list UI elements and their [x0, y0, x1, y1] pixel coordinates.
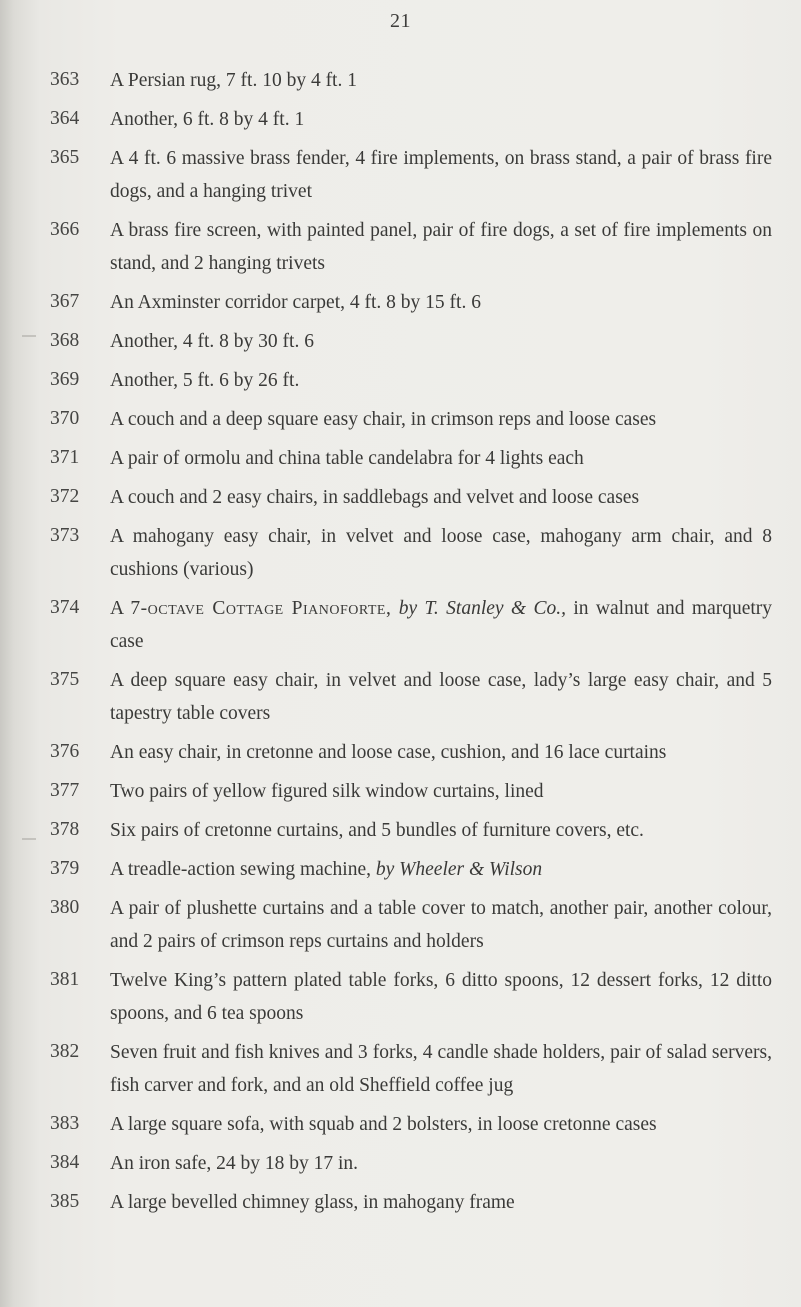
lot-description-italic: by Wheeler & Wilson [375, 859, 543, 880]
lot-number: 364 [50, 108, 80, 129]
lot-number: 372 [50, 486, 80, 507]
lot-description-text: A couch and a deep square easy chair, in crimson reps and loose cases [110, 409, 657, 430]
lot-description-text: A mahogany easy chair, in velvet and loose case, mahogany arm chair, and 8 cushions (various) [110, 526, 772, 580]
lot-number: 374 [50, 597, 80, 618]
lot-entry [50, 364, 780, 397]
lot-number: 368 [50, 330, 80, 351]
lot-entry [50, 892, 780, 958]
page-edge-mark [22, 335, 36, 337]
lot-description-text: A large bevelled chimney glass, in mahogany frame [110, 1192, 515, 1213]
lot-description [110, 664, 780, 730]
lot-number: 378 [50, 819, 80, 840]
lot-entry [50, 592, 780, 658]
page-number: 21 [390, 10, 411, 32]
lot-entry [50, 814, 780, 847]
lot-description-text: An easy chair, in cretonne and loose case, cushion, and 16 lace curtains [110, 742, 667, 763]
lot-description-text: A brass fire screen, with painted panel, pair of fire dogs, a set of fire implements on stand, and 2 hanging trivets [110, 220, 772, 274]
lot-description [110, 142, 780, 208]
lot-description-text: Twelve King’s pattern plated table forks, 6 ditto spoons, 12 dessert forks, 12 ditto spoons, and 6 tea spoons [110, 970, 772, 1024]
lot-description [110, 892, 780, 958]
lot-entry [50, 403, 780, 436]
lot-entry [50, 964, 780, 1030]
lot-number: 365 [50, 147, 80, 168]
lot-description [110, 964, 780, 1030]
lot-description-text: in walnut and marquetry case [110, 598, 773, 652]
lot-description [110, 481, 780, 514]
lot-description [110, 736, 780, 769]
lot-number: 385 [50, 1191, 80, 1212]
lot-description-italic: by [398, 598, 418, 619]
lot-number: 370 [50, 408, 80, 429]
lot-description [110, 1186, 780, 1219]
lot-description [110, 325, 780, 358]
page-edge-mark [22, 838, 36, 840]
lot-entry [50, 520, 780, 586]
lot-description-text: A pair of plushette curtains and a table cover to match, another pair, another colour, and 2 pairs of crimson reps curtains and holders [110, 898, 772, 952]
lot-entry [50, 214, 780, 280]
lot-description-text: A Persian rug, 7 ft. 10 by 4 ft. 1 [110, 70, 357, 91]
lot-description [110, 214, 780, 280]
lot-number: 371 [50, 447, 80, 468]
lot-number: 381 [50, 969, 80, 990]
lot-entry [50, 853, 780, 886]
lot-number: 377 [50, 780, 80, 801]
lot-description-text: Two pairs of yellow figured silk window curtains, lined [110, 781, 544, 802]
lot-description [110, 403, 780, 436]
lot-description [110, 364, 780, 397]
lot-description-text: An Axminster corridor carpet, 4 ft. 8 by 15 ft. 6 [110, 292, 481, 313]
lot-description-smallcaps: 7-octave Cottage Pianoforte, [130, 598, 392, 619]
lot-description [110, 64, 780, 97]
lot-number: 376 [50, 741, 80, 762]
lot-number: 379 [50, 858, 80, 879]
lot-description-text: A couch and 2 easy chairs, in saddlebags and velvet and loose cases [110, 487, 640, 508]
lot-list [50, 64, 780, 1225]
lot-entry [50, 481, 780, 514]
lot-entry [50, 664, 780, 730]
lot-entry [50, 775, 780, 808]
lot-number: 363 [50, 69, 80, 90]
lot-entry [50, 103, 780, 136]
lot-description [110, 853, 780, 886]
lot-description [110, 103, 780, 136]
lot-description-text: Another, 5 ft. 6 by 26 ft. [110, 370, 300, 391]
lot-number: 367 [50, 291, 80, 312]
lot-description-text [391, 598, 398, 619]
lot-entry [50, 142, 780, 208]
lot-description [110, 1036, 780, 1102]
lot-number: 369 [50, 369, 80, 390]
lot-description [110, 592, 780, 658]
lot-description [110, 442, 780, 475]
lot-description [110, 775, 780, 808]
lot-description-text: A 4 ft. 6 massive brass fender, 4 fire implements, on brass stand, a pair of brass fire dogs, and a hanging trivet [110, 148, 772, 202]
lot-description-text: Another, 4 ft. 8 by 30 ft. 6 [110, 331, 314, 352]
lot-entry [50, 286, 780, 319]
lot-description-text: A pair of ormolu and china table candelabra for 4 lights each [110, 448, 584, 469]
lot-description-text: A [110, 598, 131, 619]
lot-description-text: An iron safe, 24 by 18 by 17 in. [110, 1153, 359, 1174]
lot-entry [50, 1186, 780, 1219]
lot-entry [50, 1108, 780, 1141]
lot-entry [50, 325, 780, 358]
lot-entry [50, 736, 780, 769]
lot-number: 373 [50, 525, 80, 546]
lot-description-italic: T. Stanley & Co., [424, 598, 566, 619]
lot-number: 375 [50, 669, 80, 690]
lot-entry [50, 1147, 780, 1180]
lot-entry [50, 64, 780, 97]
lot-number: 384 [50, 1152, 80, 1173]
lot-description-text: Six pairs of cretonne curtains, and 5 bundles of furniture covers, etc. [110, 820, 644, 841]
lot-description [110, 1147, 780, 1180]
lot-description-text: A treadle-action sewing machine, [110, 859, 376, 880]
lot-description-text [417, 598, 424, 619]
lot-description [110, 1108, 780, 1141]
lot-description-text: Another, 6 ft. 8 by 4 ft. 1 [110, 109, 305, 130]
lot-description [110, 814, 780, 847]
lot-number: 380 [50, 897, 80, 918]
lot-description [110, 286, 780, 319]
lot-entry [50, 442, 780, 475]
lot-description-text: A deep square easy chair, in velvet and loose case, lady’s large easy chair, and 5 tapestry table covers [110, 670, 772, 724]
lot-description-text: A large square sofa, with squab and 2 bolsters, in loose cretonne cases [110, 1114, 657, 1135]
lot-number: 382 [50, 1041, 80, 1062]
lot-entry [50, 1036, 780, 1102]
lot-description-text: Seven fruit and fish knives and 3 forks, 4 candle shade holders, pair of salad servers, fish carver and fork, and an old Sheffield coffee jug [110, 1042, 772, 1096]
lot-number: 366 [50, 219, 80, 240]
lot-number: 383 [50, 1113, 80, 1134]
lot-description [110, 520, 780, 586]
